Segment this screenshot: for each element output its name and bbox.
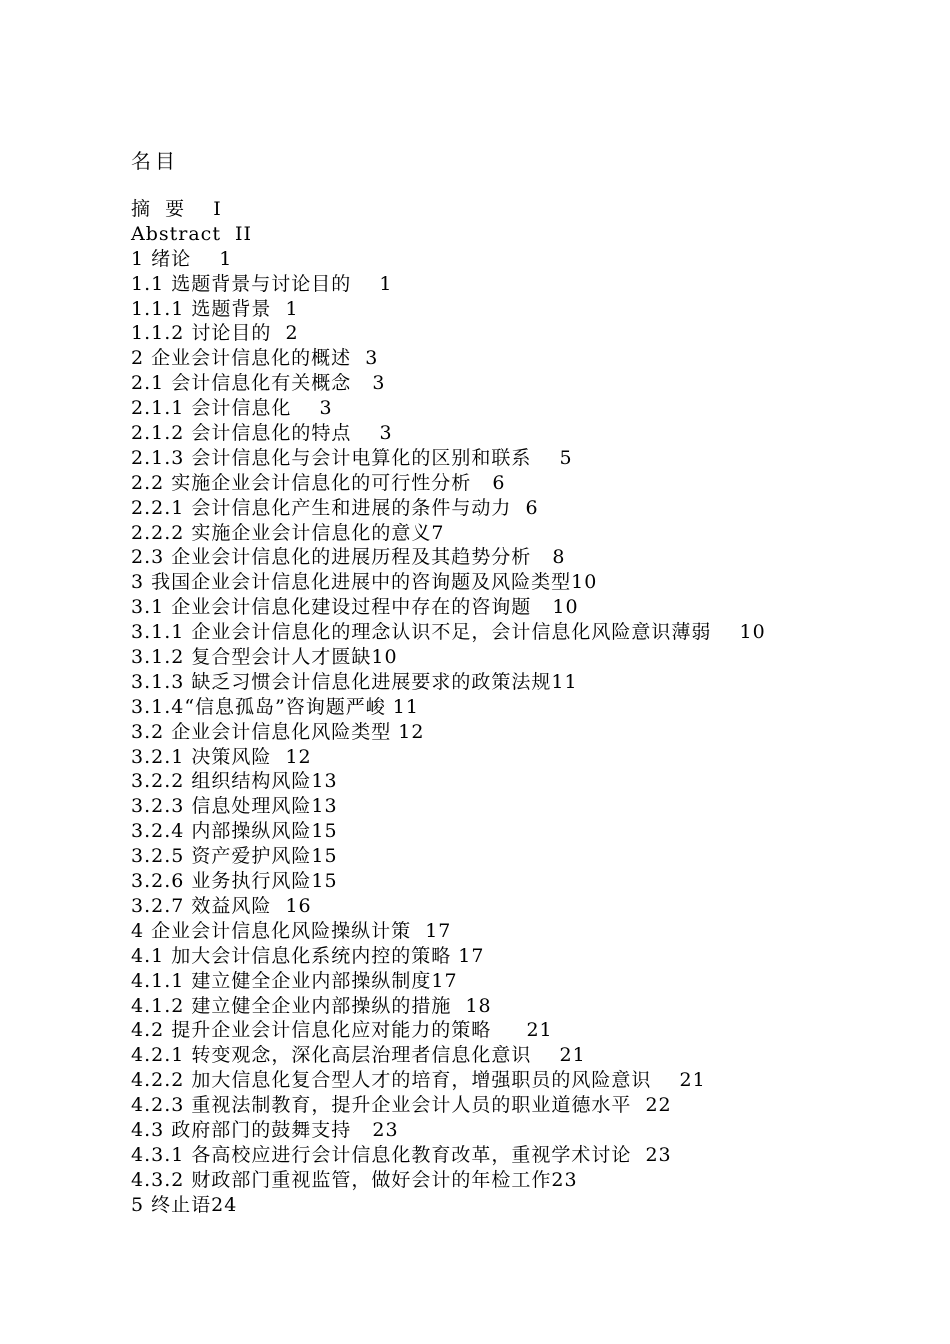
toc-entry: 1.1 选题背景与讨论目的 1 xyxy=(131,272,393,295)
toc-entry: 2.1 会计信息化有关概念 3 xyxy=(131,372,386,395)
toc-entry: 3.2.6 业务执行风险15 xyxy=(131,870,338,893)
toc-entry: 4.2.2 加大信息化复合型人才的培育，增强职员的风险意识 21 xyxy=(131,1069,706,1092)
toc-entry: 1.1.2 讨论目的 2 xyxy=(131,322,299,345)
toc-entry: 2.3 企业会计信息化的进展历程及其趋势分析 8 xyxy=(131,546,566,569)
toc-entry: 2.1.3 会计信息化与会计电算化的区别和联系 5 xyxy=(131,446,573,469)
table-of-contents xyxy=(131,197,766,1218)
toc-entry: 3.2.3 信息处理风险13 xyxy=(131,795,338,818)
toc-entry: 4.2.1 转变观念，深化高层治理者信息化意识 21 xyxy=(131,1044,586,1067)
toc-entry: 2 企业会计信息化的概述 3 xyxy=(131,347,379,370)
toc-entry: 3.1.3 缺乏习惯会计信息化进展要求的政策法规11 xyxy=(131,670,578,693)
toc-entry: 4.2 提升企业会计信息化应对能力的策略 21 xyxy=(131,1019,553,1042)
toc-entry: 2.2 实施企业会计信息化的可行性分析 6 xyxy=(131,471,506,494)
toc-entry: 4.3.1 各高校应进行会计信息化教育改革，重视学术讨论 23 xyxy=(131,1143,672,1166)
toc-entry: 2.2.2 实施企业会计信息化的意义7 xyxy=(131,521,445,544)
toc-entry: 1.1.1 选题背景 1 xyxy=(131,297,299,320)
toc-entry: 摘 要 I xyxy=(131,198,222,220)
toc-entry: 4.3 政府部门的鼓舞支持 23 xyxy=(131,1118,399,1141)
toc-entry: 3.2.1 决策风险 12 xyxy=(131,745,312,768)
toc-entry: 3.2 企业会计信息化风险类型 12 xyxy=(131,720,425,743)
toc-entry: 4.1.2 建立健全企业内部操纵的措施 18 xyxy=(131,994,492,1017)
toc-entry: 2.1.1 会计信息化 3 xyxy=(131,397,333,420)
toc-entry: 3.1.4“信息孤岛”咨询题严峻 11 xyxy=(131,695,419,718)
toc-entry: 3.1.1 企业会计信息化的理念认识不足，会计信息化风险意识薄弱 10 xyxy=(131,621,766,644)
toc-entry: 3 我国企业会计信息化进展中的咨询题及风险类型10 xyxy=(131,571,598,594)
toc-entry: Abstract II xyxy=(131,222,253,245)
toc-heading: 名目 xyxy=(131,149,179,173)
toc-entry: 1 绪论 1 xyxy=(131,247,233,270)
toc-entry: 3.1.2 复合型会计人才匮缺10 xyxy=(131,646,398,669)
toc-entry: 3.2.7 效益风险 16 xyxy=(131,894,312,917)
toc-entry: 2.2.1 会计信息化产生和进展的条件与动力 6 xyxy=(131,496,539,519)
toc-entry: 4 企业会计信息化风险操纵计策 17 xyxy=(131,919,452,942)
toc-entry: 2.1.2 会计信息化的特点 3 xyxy=(131,422,393,445)
toc-entry: 4.1.1 建立健全企业内部操纵制度17 xyxy=(131,969,458,992)
toc-entry: 3.2.4 内部操纵风险15 xyxy=(131,820,338,843)
toc-entry: 3.1 企业会计信息化建设过程中存在的咨询题 10 xyxy=(131,596,579,619)
toc-entry: 4.2.3 重视法制教育，提升企业会计人员的职业道德水平 22 xyxy=(131,1094,672,1117)
toc-entry: 3.2.2 组织结构风险13 xyxy=(131,770,338,793)
toc-entry: 5 终止语24 xyxy=(131,1193,238,1216)
toc-entry: 4.3.2 财政部门重视监管，做好会计的年检工作23 xyxy=(131,1168,578,1191)
toc-entry: 3.2.5 资产爱护风险15 xyxy=(131,845,338,868)
toc-entry: 4.1 加大会计信息化系统内控的策略 17 xyxy=(131,944,485,967)
